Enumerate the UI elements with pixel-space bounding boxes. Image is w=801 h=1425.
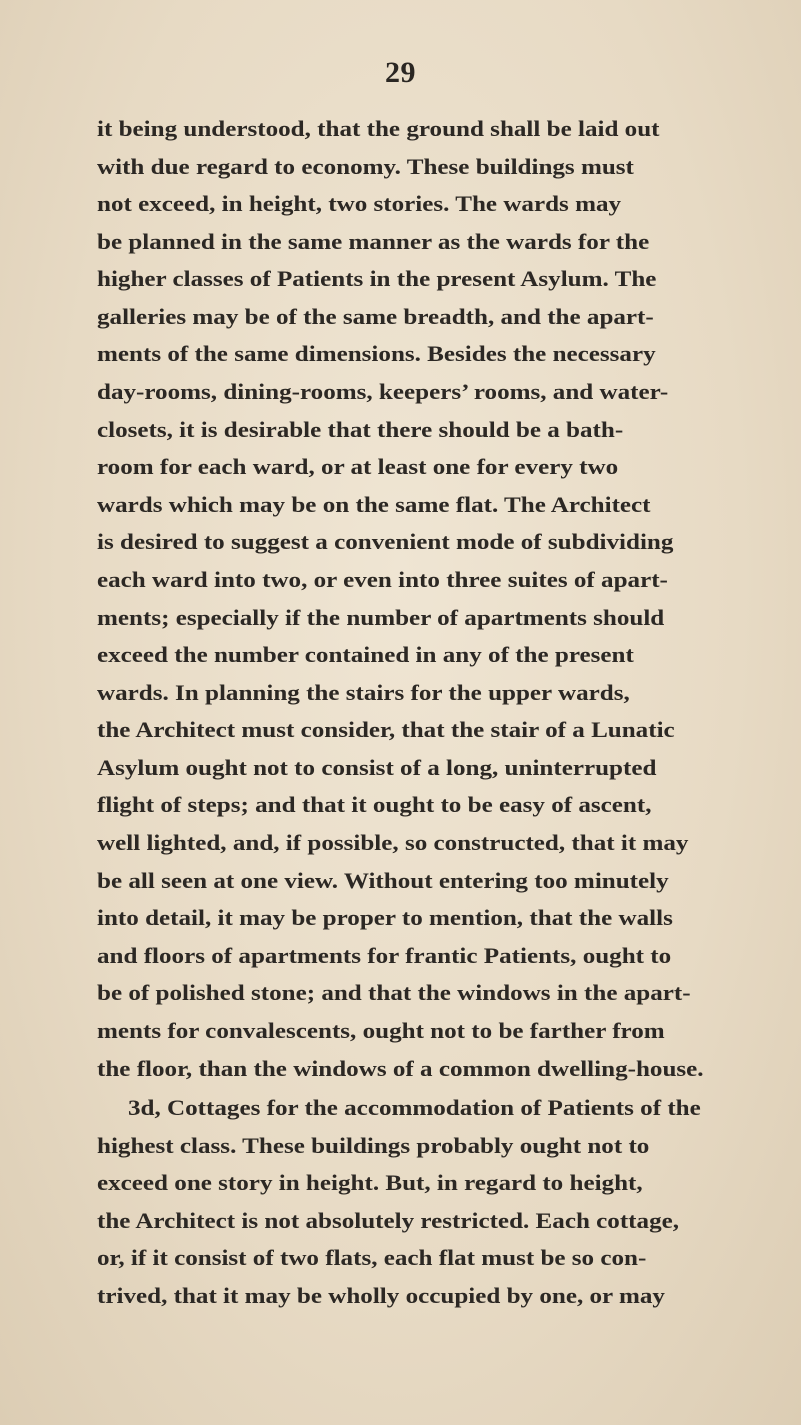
text-line: flight of steps; and that it ought to be easy of ascent,	[97, 792, 652, 818]
text-line: wards. In planning the stairs for the upper wards,	[97, 679, 630, 705]
text-line: into detail, it may be proper to mention, that the walls	[97, 905, 673, 931]
text-line: trived, that it may be wholly occupied by one, or may	[97, 1282, 665, 1308]
text-line: be of polished stone; and that the windows in the apart-	[97, 980, 691, 1006]
text-line: is desired to suggest a convenient mode of subdividing	[97, 529, 674, 555]
text-line: 3d, Cottages for the accommodation of Patients of the	[128, 1095, 701, 1120]
text-line: the floor, than the windows of a common dwelling-house.	[97, 1055, 704, 1081]
text-line: the Architect is not absolutely restricted. Each cottage,	[97, 1207, 680, 1233]
text-line: Asylum ought not to consist of a long, uninterrupted	[97, 754, 657, 780]
text-line: well lighted, and, if possible, so constructed, that it may	[97, 830, 689, 856]
text-line: galleries may be of the same breadth, and the apart-	[97, 303, 654, 329]
text-line: wards which may be on the same flat. The Architect	[97, 491, 651, 517]
text-line: with due regard to economy. These buildings must	[97, 153, 634, 179]
text-line: the Architect must consider, that the stair of a Lunatic	[97, 717, 675, 743]
text-line: highest class. These buildings probably ought not to	[97, 1132, 650, 1158]
text-line: be planned in the same manner as the wards for the	[97, 228, 650, 254]
text-line: not exceed, in height, two stories. The wards may	[97, 191, 622, 217]
text-line: or, if it consist of two flats, each flat must be so con-	[97, 1245, 647, 1271]
page-number: 29	[385, 56, 416, 89]
text-line: room for each ward, or at least one for every two	[97, 454, 619, 480]
text-line: ments; especially if the number of apartments should	[97, 604, 665, 630]
text-line: and floors of apartments for frantic Patients, ought to	[97, 942, 672, 968]
text-line: it being understood, that the ground shall be laid out	[97, 116, 660, 141]
text-line: ments of the same dimensions. Besides the necessary	[97, 341, 656, 367]
text-line: exceed one story in height. But, in regard to height,	[97, 1170, 643, 1196]
text-line: each ward into two, or even into three suites of apart-	[97, 566, 668, 592]
text-line: day-rooms, dining-rooms, keepers’ rooms, and water-	[97, 379, 669, 405]
text-line: exceed the number contained in any of the present	[97, 642, 634, 668]
text-line: closets, it is desirable that there should be a bath-	[97, 416, 624, 442]
text-line: be all seen at one view. Without entering too minutely	[97, 867, 669, 893]
text-line: ments for convalescents, ought not to be farther from	[97, 1017, 665, 1043]
text-line: higher classes of Patients in the present Asylum. The	[97, 266, 657, 292]
